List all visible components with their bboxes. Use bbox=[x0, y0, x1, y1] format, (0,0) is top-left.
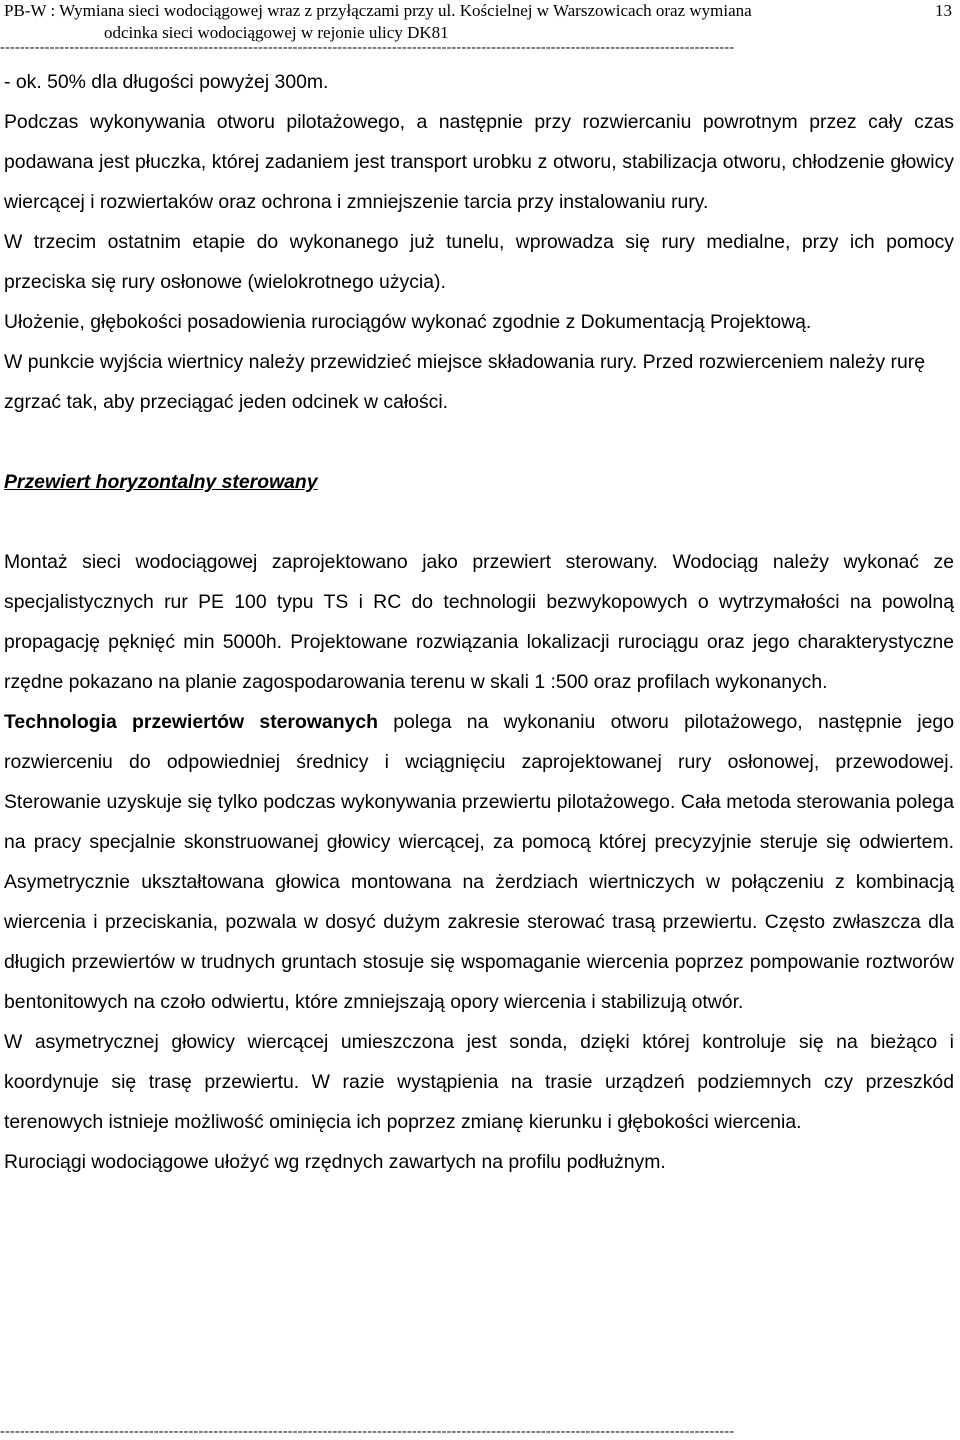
header-title-line2: odcinka sieci wodociągowej w rejonie ulicy DK81 bbox=[104, 23, 449, 42]
spacer bbox=[4, 422, 954, 462]
header-title bbox=[4, 0, 884, 44]
paragraph-pipe-laying: Ułożenie, głębokości posadowienia rurociągów wykonać zgodnie z Dokumentacją Projektową. bbox=[4, 311, 812, 333]
document-body bbox=[4, 62, 954, 1182]
spacer bbox=[4, 502, 954, 542]
page-number: 13 bbox=[935, 1, 952, 20]
header-divider: ---------------------------------------------------------------------------------------------------------------------------------------------------- bbox=[0, 40, 735, 55]
paragraph-assembly: Montaż sieci wodociągowej zaprojektowano jako przewiert sterowany. Wodociąg należy wykonać ze specjalistycznych rur PE 100 typu TS i RC do technologii bezwykopowych o wytrzymałości na powolną propagację pęknięć min 5000h. Projektowane rozwiązania lokalizacji rurociągu oraz jego charakterystyczne rzędne pokazano na planie zagospodarowania terenu w skali 1 :500 oraz profilach wykonanych. bbox=[4, 551, 954, 693]
paragraph-technology bbox=[4, 702, 954, 1022]
header-title-line1: PB-W : Wymiana sieci wodociągowej wraz z przyłączami przy ul. Kościelnej w Warszowicach oraz wymiana bbox=[4, 1, 752, 20]
paragraph-intro: - ok. 50% dla długości powyżej 300m. bbox=[4, 71, 329, 93]
section-heading: Przewiert horyzontalny sterowany bbox=[4, 471, 318, 493]
footer-divider: ---------------------------------------------------------------------------------------------------------------------------------------------------- bbox=[0, 1424, 735, 1439]
technology-term: Technologia przewiertów sterowanych bbox=[4, 711, 378, 733]
technology-text: polega na wykonaniu otworu pilotażowego, następnie jego rozwierceniu do odpowiedniej średnicy i wciągnięciu zaprojektowanej rury osłonowej, przewodowej. Sterowanie uzyskuje się tylko podczas wykonywania przewiertu pilotażowego. Cała metoda sterowania polega na pracy specjalnie skonstruowanej głowicy wiercącej, za pomocą której precyzyjnie steruje się odwiertem. Asymetrycznie ukształtowana głowica montowana na żerdziach wiertniczych w połączeniu z kombinacją wiercenia i przeciskania, pozwala w dosyć dużym zakresie sterować trasą przewiertu. Często zwłaszcza dla długich przewiertów w trudnych gruntach stosuje się wspomaganie wiercenia poprzez pompowanie roztworów bentonitowych na czoło odwiertu, które zmniejszają opory wiercenia i stabilizują otwór. bbox=[4, 711, 954, 1013]
paragraph-storage: W punkcie wyjścia wiertnicy należy przewidzieć miejsce składowania rury. Przed rozwierceniem należy rurę zgrzać tak, aby przeciągać jeden odcinek w całości. bbox=[4, 351, 926, 413]
paragraph-third-stage: W trzecim ostatnim etapie do wykonanego już tunelu, wprowadza się rury medialne, przy ich pomocy przeciska się rury osłonowe (wielokrotnego użycia). bbox=[4, 231, 954, 293]
paragraph-drilling-fluid: Podczas wykonywania otworu pilotażowego, a następnie przy rozwiercaniu powrotnym przez cały czas podawana jest płuczka, której zadaniem jest transport urobku z otworu, stabilizacja otworu, chłodzenie głowicy wiercącej i rozwiertaków oraz ochrona i zmniejszenie tarcia przy instalowaniu rury. bbox=[4, 111, 954, 213]
paragraph-sonde: W asymetrycznej głowicy wiercącej umieszczona jest sonda, dzięki której kontroluje się na bieżąco i koordynuje się trasę przewiertu. W razie wystąpienia na trasie urządzeń podziemnych czy przeszkód terenowych istnieje możliwość ominięcia ich poprzez zmianę kierunku i głębokości wiercenia. bbox=[4, 1031, 954, 1133]
paragraph-profile: Rurociągi wodociągowe ułożyć wg rzędnych zawartych na profilu podłużnym. bbox=[4, 1151, 666, 1173]
